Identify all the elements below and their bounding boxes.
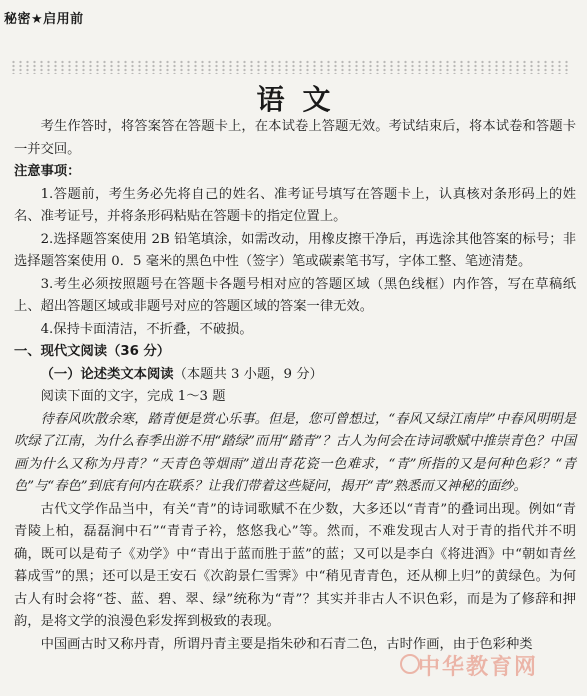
instructions-intro: 考生作答时，将答案答在答题卡上，在本试卷上答题无效。考试结束后，将本试卷和答题卡一并交回。 — [14, 119, 576, 157]
page-title: 语文 — [256, 83, 349, 116]
note-item: 1.答题前，考生务必先将自己的姓名、准考证号填写在答题卡上，认真核对条形码上的姓名、准考证号，并将条形码粘贴在答题卡的指定位置上。 — [14, 186, 576, 224]
secret-label: 秘密★启用前 — [4, 12, 84, 27]
passage-paragraph: 待春风吹散余寒，踏青便是赏心乐事。但是，您可曾想过，“春风又绿江南岸”中春风明明是吹绿了江南，为什么春季出游不用“踏绿”而用“踏青”？古人为何会在诗词歌赋中推崇青色？中国画为什么又称为丹青？“天青色等烟雨”道出青花瓷一色难求，“青”所指的又是何种色彩？“青色”与“春色”到底有何内在联系？让我们带着这些疑问，揭开“青”熟悉而又神秘的面纱。 — [14, 411, 577, 494]
subsection-detail: （本题共 3 小题，9 分） — [173, 366, 323, 382]
scan-artifact — [10, 60, 570, 74]
note-item: 2.选择题答案使用 2B 铅笔填涂，如需改动，用橡皮擦干净后，再选涂其他答案的标号；非选择题答案使用 0．5 毫米的黑色中性（签字）笔或碳素笔书写，字体工整、笔迹清楚。 — [14, 231, 576, 269]
passage-paragraph: 古代文学作品当中，有关“青”的诗词歌赋不在少数，大多还以“青青”的叠词出现。例如“青青陵上柏，磊磊涧中石”“青青子衿，悠悠我心”等。然而，不难发现古人对于青的指代并不明确，既可以是荀子《劝学》中“青出于蓝而胜于蓝”的蓝；又可以是李白《将进酒》中“朝如青丝暮成雪”的黑；还可以是王安石《次韵景仁雪霁》中“稍见青青色，还从柳上归”的黄绿色。为何古人有时会将“苍、蓝、碧、翠、绿”统称为“青”？其实并非古人不识色彩，而是为了修辞和押韵，是将文学的浪漫色彩发挥到极致的表现。 — [14, 501, 576, 629]
note-item: 3.考生必须按照题号在答题卡各题号相对应的答题区域（黑色线框）内作答，写在草稿纸上、超出答题区域或非题号对应的答题区域的答案一律无效。 — [14, 276, 576, 314]
note-item: 4.保持卡面清洁，不折叠，不破损。 — [40, 321, 253, 337]
subsection-label: （一）论述类文本阅读 — [40, 366, 174, 382]
passage-paragraph: 中国画古时又称丹青，所谓丹青主要是指朱砂和石青二色，古时作画，由于色彩种类 — [40, 636, 533, 652]
subsection-heading — [14, 364, 576, 387]
watermark-logo-icon — [400, 654, 420, 674]
watermark: 中华教育网 — [418, 655, 539, 680]
notes-heading: 注意事项： — [14, 164, 81, 179]
reading-prompt: 阅读下面的文字，完成 1～3 题 — [40, 389, 226, 404]
exam-body — [14, 116, 576, 656]
section-heading: 一、现代文阅读（36 分） — [14, 344, 171, 359]
